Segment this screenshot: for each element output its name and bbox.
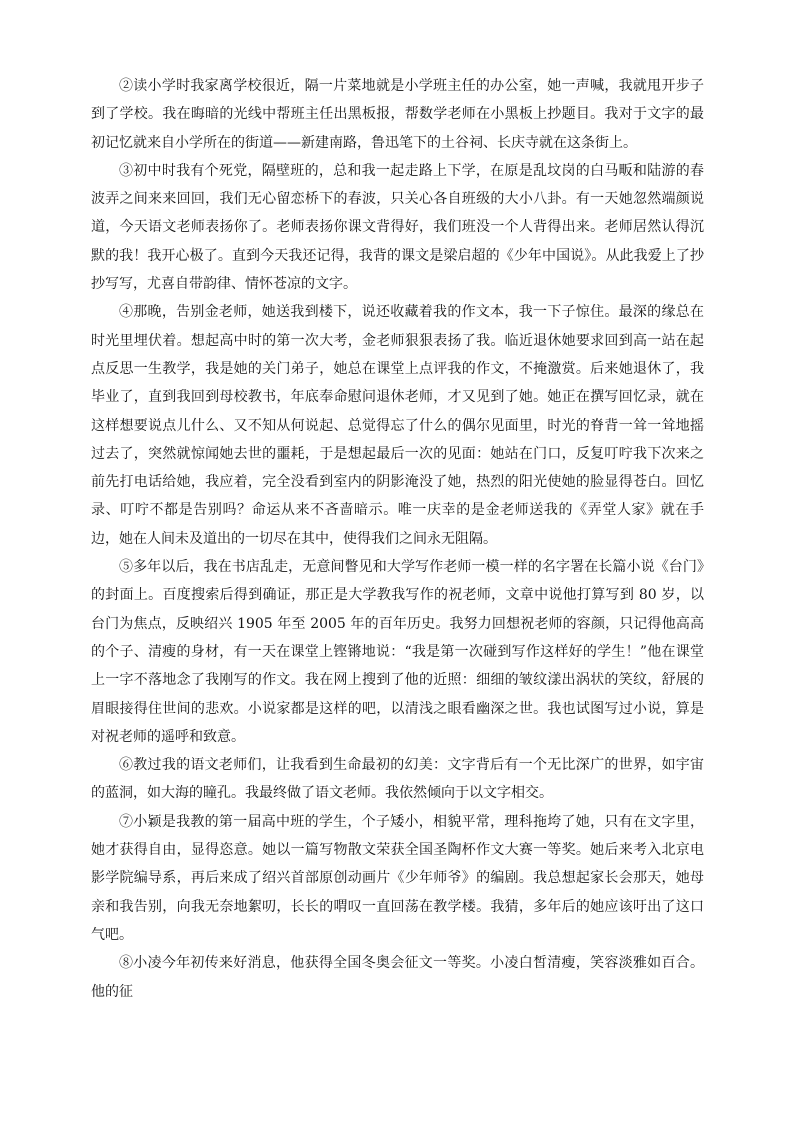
paragraph-2: ②读小学时我家离学校很近，隔一片菜地就是小学班主任的办公室，她一声喊，我就甩开步子到了学校。我在晦暗的光线中帮班主任出黑板报，帮数学老师在小黑板上抄题目。我对于文字的最初记忆就来自小学所在的街道——新建南路，鲁迅笔下的土谷祠、长庆寺就在这条街上。 xyxy=(91,78,704,151)
paragraph-5: ⑤多年以后，我在书店乱走，无意间瞥见和大学写作老师一模一样的名字署在长篇小说《台门》的封面上。百度搜索后得到确证，那正是大学教我写作的祝老师，文章中说他打算写到 80 岁，以台门为焦点，反映绍兴 1905 年至 2005 年的百年历史。我努力回想祝老师的容颜，只记得他高高的个子、清瘦的身材，有一天在课堂上铿锵地说：“我是第一次碰到写作这样好的学生！”他在课堂上一字不落地念了我刚写的作文。我在网上搜到了他的近照：细细的皱纹漾出涡状的笑纹，舒展的眉眼接得住世间的悲欢。小说家都是这样的吧，以清浅之眼看幽深之世。我也试图写过小说，算是对祝老师的遥呼和致意。 xyxy=(91,559,704,745)
paragraph-7: ⑦小颖是我教的第一届高中班的学生，个子矮小，相貌平常，理科拖垮了她，只有在文字里，她才获得自由，显得恣意。她以一篇写物散文荣获全国圣陶杯作文大赛一等奖。她后来考入北京电影学院编导系，再后来成了绍兴首部原创动画片《少年师爷》的编剧。我总想起家长会那天，她母亲和我告别，向我无奈地絮叨，长长的喟叹一直回荡在教学楼。我猜，多年后的她应该吁出了这口气吧。 xyxy=(91,813,704,943)
paragraph-4: ④那晚，告别金老师，她送我到楼下，说还收藏着我的作文本，我一下子惊住。最深的缘总在时光里埋伏着。想起高中时的第一次大考，金老师狠狠表扬了我。临近退休她要求回到高一站在起点反思一生教学，我是她的关门弟子，她总在课堂上点评我的作文，不掩激赏。后来她退休了，我毕业了，直到我回到母校教书，年底奉命慰问退休老师，才又见到了她。她正在撰写回忆录，就在这样想要说点儿什么、又不知从何说起、总觉得忘了什么的偶尔见面里，时光的脊背一耸一耸地摇过去了，突然就惊闻她去世的噩耗，于是想起最后一次的见面：她站在门口，反复叮咛我下次来之前先打电话给她，我应着，完全没看到室内的阴影淹没了她，热烈的阳光使她的脸显得苍白。回忆录、叮咛不都是告别吗？命运从来不吝啬暗示。唯一庆幸的是金老师送我的《弄堂人家》就在手边，她在人间未及道出的一切尽在其中，使得我们之间永无阻隔。 xyxy=(91,304,704,547)
paragraph-6: ⑥教过我的语文老师们，让我看到生命最初的幻美：文字背后有一个无比深广的世界，如宇宙的蓝洞，如大海的瞳孔。我最终做了语文老师。我依然倾向于以文字相交。 xyxy=(91,757,704,802)
paragraph-3: ③初中时我有个死党，隔壁班的，总和我一起走路上下学，在原是乱坟岗的白马畈和陆游的春波弄之间来来回回，我们无心留恋桥下的春波，只关心各自班级的大小八卦。有一天她忽然端颜说道，今天语文老师表扬你了。老师表扬你课文背得好，我们班没一个人背得出来。老师居然认得沉默的我！我开心极了。直到今天我还记得，我背的课文是梁启超的《少年中国说》。从此我爱上了抄抄写写，尤喜自带韵律、情怀苍凉的文字。 xyxy=(91,162,704,293)
document-page xyxy=(91,72,704,1006)
paragraph-8: ⑧小凌今年初传来好消息，他获得全国冬奥会征文一等奖。小凌白皙清瘦，笑容淡雅如百合。他的征 xyxy=(91,955,704,1000)
